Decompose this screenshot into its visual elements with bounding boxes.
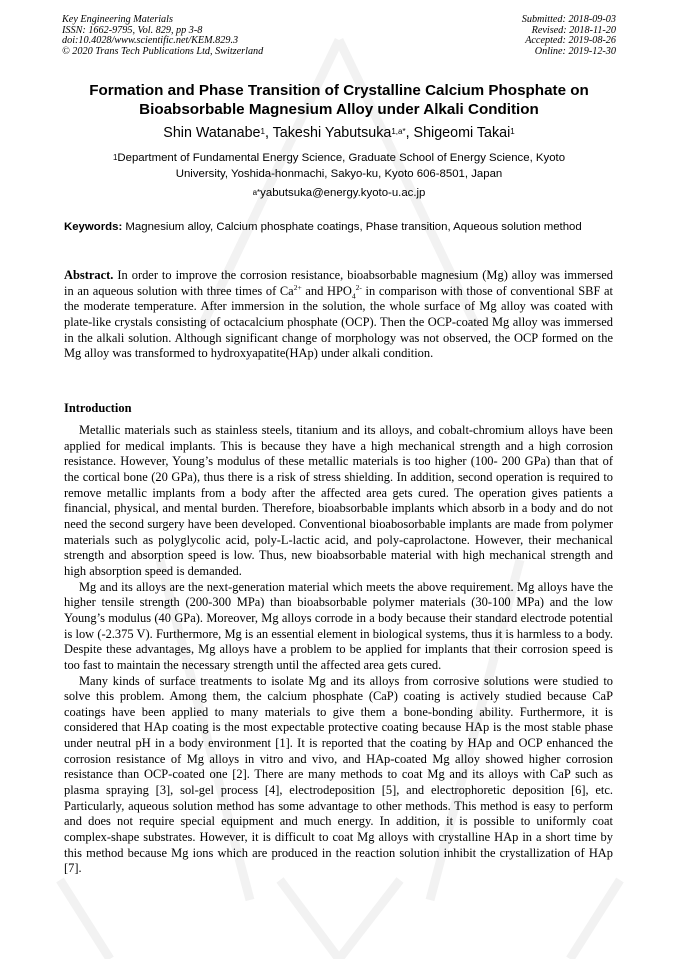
keywords-label: Keywords: [64, 221, 123, 233]
abstract [64, 268, 613, 362]
author-affil-mark: 1 [510, 127, 515, 136]
author-affil-mark: 1 [260, 127, 265, 136]
intro-paragraph-1: Metallic materials such as stainless steels, titanium and its alloys, and cobalt-chromium alloys have been applied for medical implants. This is because they have a high mechanical strength and a high corrosion resistance. However, Young’s modulus of these metallic materials is too higher (100- 200 GPa) than that of the cortical bone (20 GPa), thus there is a risk of stress shielding. In addition, second operation is required to remove metallic implants from a body after the affected area gets cured. The operation gives patients a financial, physical, and mental burden. Therefore, bioabsorbable implants which absorb in a body and do not need the second surgery have been developed. Conventional bioabosorbable implants are made from polymer materials such as polyglycolic acid, poly-L-lactic acid, and poly-caprolactone. However, their mechanical strength and absorption speed is low. Thus, new bioabsorbable material with high mechanical strength and high absorption speed is demanded. [64, 423, 613, 578]
submitted-date: Submitted: 2018-09-03 [521, 14, 616, 25]
author-affil-mark: 1,a* [391, 127, 406, 136]
author-separator: , [405, 125, 414, 141]
journal-info [62, 15, 263, 57]
accepted-date: Accepted: 2019-08-26 [525, 35, 616, 47]
affiliation-line-1: Department of Fundamental Energy Science, Graduate School of Energy Science, Kyoto [117, 152, 566, 164]
online-date: Online: 2019-12-30 [534, 45, 616, 57]
author-name: Shin Watanabe [163, 125, 261, 141]
journal-name: Key Engineering Materials [62, 14, 173, 25]
abstract-label: Abstract. [64, 268, 114, 282]
author-name: Takeshi Yabutsuka [272, 125, 392, 141]
abstract-text-1: In order to improve the corrosion resistance, bioabsorbable magnesium (Mg) alloy was immersed in an aqueous solution with three times of Ca [64, 268, 614, 298]
author-list [40, 124, 638, 142]
author-name: Shigeomi Takai [413, 125, 511, 141]
intro-paragraph-2: Mg and its alloys are the next-generation material which meets the above requirement. Mg alloys have the higher tensile strength (200-300 MPa) than bioabsorbable polymer materials (30-100 MPa) and the low Young’s modulus (40 GPa). Moreover, Mg alloys corrode in a body because their standard electrode potential is low (-2.375 V). Furthermore, Mg is an essential element in biological systems, thus it is harmless to a body. Despite these advantages, Mg alloys have a problem to be applied for implants that their corrosion speed is too fast to maintain the necessary strength until the affected area gets cured. [64, 579, 613, 672]
phosphate-charge: 2- [355, 282, 362, 292]
affiliation [70, 151, 608, 182]
email-address[interactable]: yabutsuka@energy.kyoto-u.ac.jp [260, 187, 426, 199]
email-mark: a* [252, 188, 261, 197]
doi: doi:10.4028/www.scientific.net/KEM.829.3 [62, 35, 239, 47]
intro-paragraph-3: Many kinds of surface treatments to isolate Mg and its alloys from corrosive solutions were studied to solve this problem. Among them, the calcium phosphate (CaP) coating is actively studied because CaP coatings have been applied to many materials to give them a bone-bonding ability. Furthermore, it is considered that HAp coating is the most expectable protective coating because HAp is the most stable phase under neutral pH in a body environment [1]. It is reported that the coating by HAp and OCP enhanced the corrosion resistance of Mg alloys in vitro and vivo, and HAp-coated Mg alloy showed higher corrosion resistance than OCP-coated one [2]. There are many methods to coat Mg and its alloys with CaP such as plasma spraying [3], sol-gel process [4], electrodeposition [5], and electrophoretic deposition [6], etc. Particularly, aqueous solution method has some advantage to other methods. This method is easy to perform and does not require special equipment and much energy. In addition, it is possible to uniformly coat complex-shape substrates. However, it is difficult to coat Mg alloys with crystalline HAp in a short time by this method because Mg ions which are produced in the reaction solution inhibit the crystallization of HAp [7]. [64, 673, 613, 876]
revised-date: Revised: 2018-11-20 [531, 24, 616, 36]
issn-volume: ISSN: 1662-9795, Vol. 829, pp 3-8 [62, 24, 203, 36]
abstract-text-2: and HPO [301, 283, 352, 298]
introduction-body [64, 423, 613, 877]
calcium-charge: 2+ [293, 282, 302, 292]
author-separator: , [264, 125, 273, 141]
publication-dates [522, 15, 616, 57]
phosphate-subscript: 4 [351, 291, 356, 301]
section-heading-introduction: Introduction [64, 401, 132, 415]
title-line-2: Bioabsorbable Magnesium Alloy under Alkali Condition [139, 101, 539, 118]
copyright: © 2020 Trans Tech Publications Ltd, Switzerland [62, 45, 264, 57]
keywords [64, 220, 612, 235]
abstract-text-3: in comparison with those of conventional SBF at the moderate temperature. After immersion in the solution, the whole surface of Mg alloy was coated with plate-like crystals consisting of octacalcium phosphate (OCP). Then the OCP-coated Mg alloy was immersed in the alkali solution. Although significant change of morphology was not observed, the OCP formed on the Mg alloy was transformed to hydroxyapatite(HAp) under alkali condition. [64, 283, 614, 361]
corresponding-email [40, 186, 638, 201]
title-line-1: Formation and Phase Transition of Crystalline Calcium Phosphate on [89, 82, 589, 99]
affiliation-line-2: University, Yoshida-honmachi, Sakyo-ku, Kyoto 606-8501, Japan [175, 167, 503, 180]
keywords-text: Magnesium alloy, Calcium phosphate coatings, Phase transition, Aqueous solution method [125, 221, 582, 233]
affiliation-mark: 1 [112, 153, 118, 162]
paper-title [40, 81, 638, 119]
